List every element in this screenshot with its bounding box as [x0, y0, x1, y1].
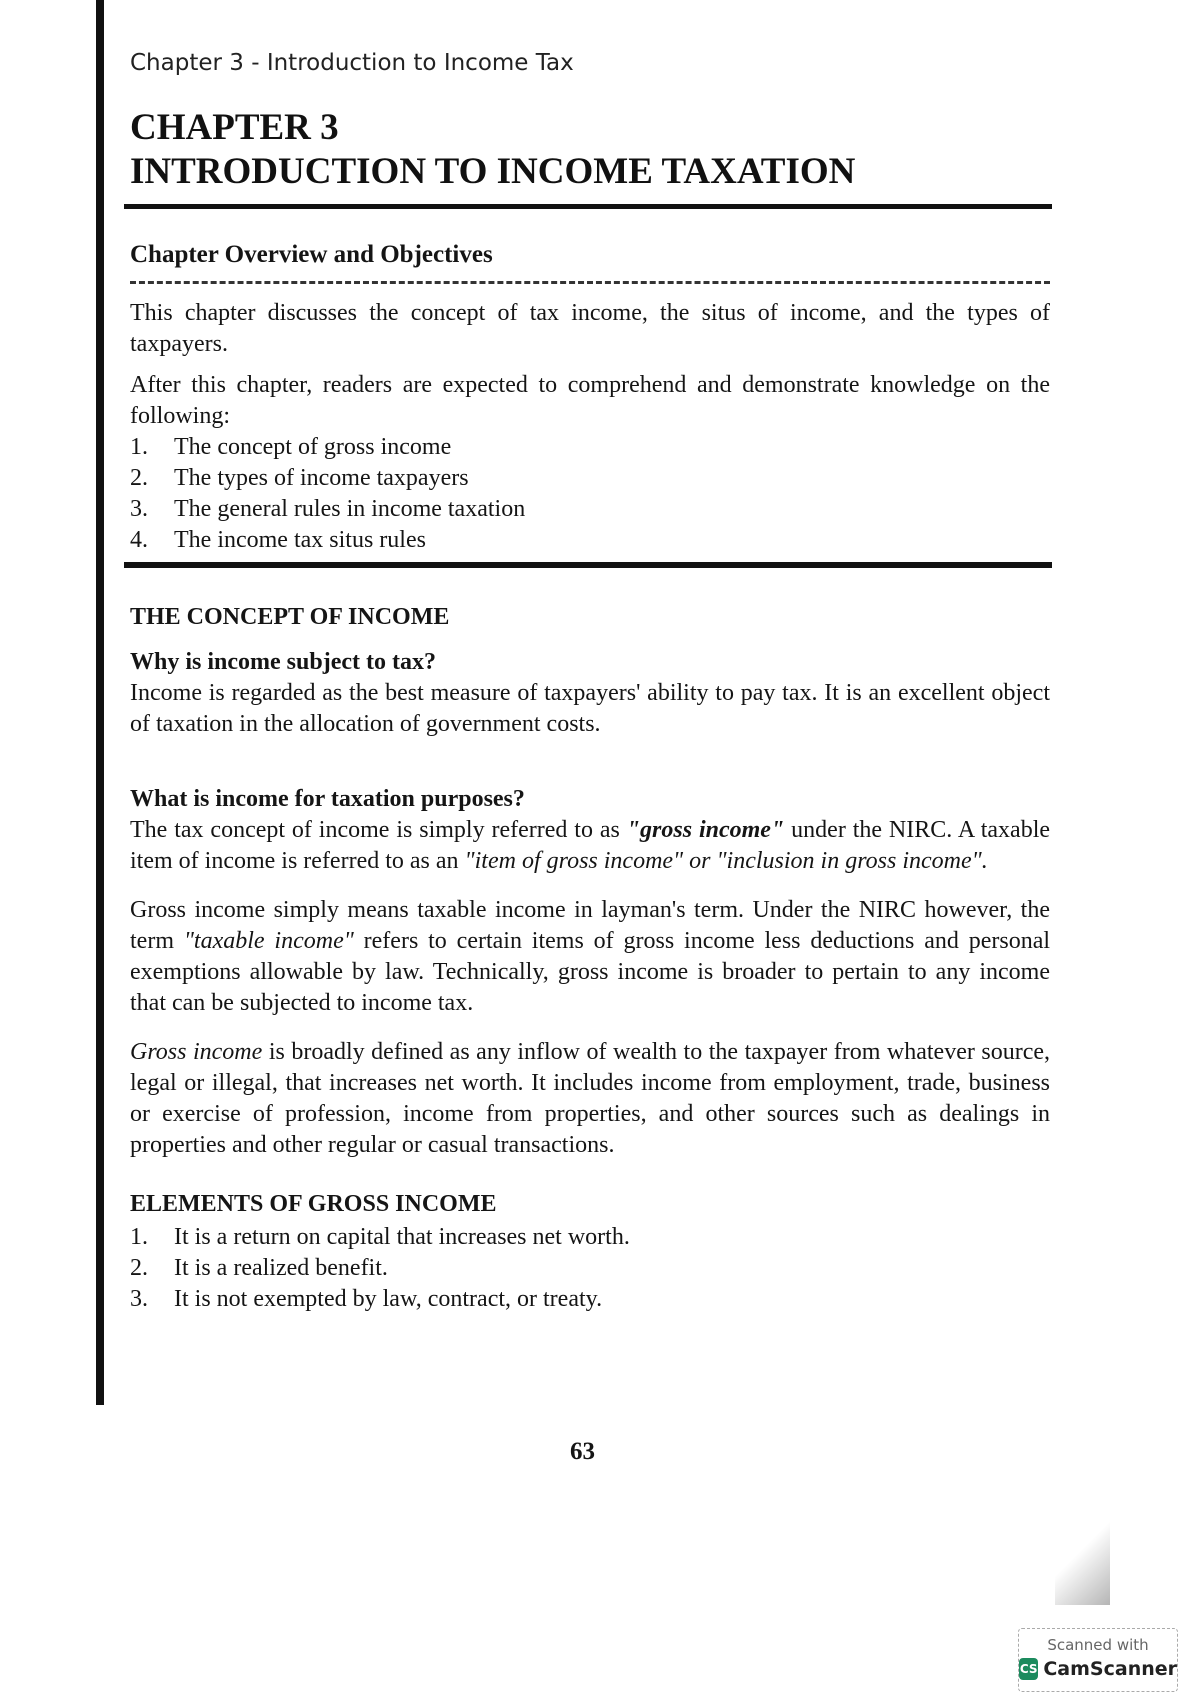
question-heading: Why is income subject to tax?	[130, 649, 436, 675]
list-item: 3. The general rules in income taxation	[130, 496, 526, 522]
elements-list	[130, 1222, 1050, 1315]
document-page	[130, 50, 1050, 1321]
chapter-name: INTRODUCTION TO INCOME TAXATION	[130, 151, 856, 192]
list-item: 1. The concept of gross income	[130, 434, 452, 460]
watermark-caption: Scanned with	[1047, 1636, 1149, 1654]
list-item: 3. It is not exempted by law, contract, or treaty.	[130, 1286, 603, 1312]
answer-paragraph: Income is regarded as the best measure of taxpayers' ability to pay tax. It is an excellent object of taxation in the allocation of government costs.	[130, 680, 1050, 737]
binding-edge	[96, 0, 104, 1405]
elements-heading: ELEMENTS OF GROSS INCOME	[130, 1191, 497, 1217]
gross-income-paragraph: Gross income simply means taxable income in layman's term. Under the NIRC however, the term "taxable income" refers to certain items of gross income less deductions and personal exemptions allowable by law. Technically, gross income is broader to pertain to any income that can be subjected to income tax.	[130, 897, 1051, 1016]
list-item: 2. The types of income taxpayers	[130, 465, 469, 491]
chapter-number: CHAPTER 3	[130, 107, 339, 148]
concept-heading: THE CONCEPT OF INCOME	[130, 604, 450, 630]
question-heading: What is income for taxation purposes?	[130, 786, 525, 812]
camscanner-watermark	[1018, 1628, 1178, 1692]
list-item: 1. It is a return on capital that increases net worth.	[130, 1224, 630, 1250]
answer-paragraph: The tax concept of income is simply referred to as "gross income" under the NIRC. A taxable item of income is referred to as an "item of gross income" or "inclusion in gross income".	[130, 817, 1051, 874]
page-number: 63	[570, 1438, 595, 1465]
running-head: Chapter 3 - Introduction to Income Tax	[130, 50, 574, 76]
watermark-brand: CamScanner	[1043, 1658, 1177, 1680]
overview-rule	[124, 562, 1052, 568]
page-curl-shadow	[1055, 1520, 1110, 1605]
overview-intro: This chapter discusses the concept of tax income, the situs of income, and the types of taxpayers.	[130, 300, 1050, 357]
chapter-title	[130, 106, 1050, 194]
overview-lead: After this chapter, readers are expected to comprehend and demonstrate knowledge on the following:	[130, 372, 1050, 429]
gross-income-definition: Gross income is broadly defined as any inflow of wealth to the taxpayer from whatever source, legal or illegal, that increases net worth. It includes income from employment, trade, business or exercise of profession, income from properties, and other sources such as dealings in properties and other regular or casual transactions.	[130, 1039, 1051, 1158]
objectives-list	[130, 432, 1050, 556]
overview-heading: Chapter Overview and Objectives	[130, 241, 493, 268]
title-rule	[124, 204, 1052, 209]
dashed-divider	[130, 281, 1050, 284]
list-item: 4. The income tax situs rules	[130, 527, 426, 553]
list-item: 2. It is a realized benefit.	[130, 1255, 388, 1281]
camscanner-logo-icon: CS	[1019, 1658, 1038, 1680]
